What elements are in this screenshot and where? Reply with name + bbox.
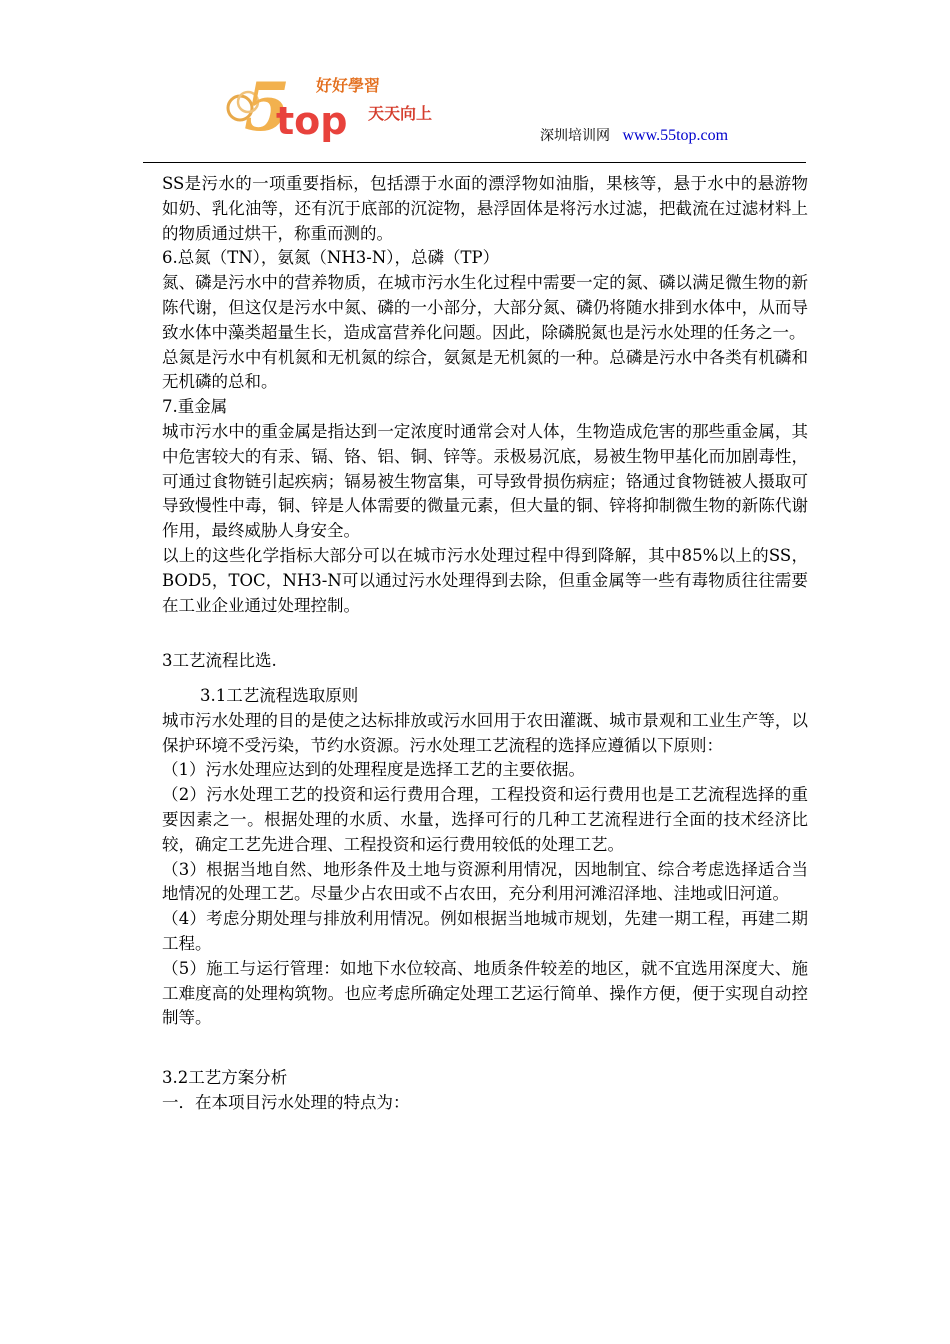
paragraph-ss: SS是污水的一项重要指标，包括漂于水面的漂浮物如油脂，果核等，悬于水中的悬游物如奶、乳化油等，还有沉于底部的沉淀物，悬浮固体是将污水过滤，把截流在过滤材料上的物质通过烘干，称重而测的。 [162,174,808,243]
site-name: 深圳培训网 [540,128,610,144]
logo-slogan-2: 天天向上 [368,104,433,123]
logo-word: top [276,99,348,143]
heading-3-1: 3.1工艺流程选取原则 [200,685,359,705]
site-logo [218,64,448,146]
principle-item-5: （5）施工与运行管理：如地下水位较高、地质条件较差的地区，就不宜选用深度大、施工难度高的处理构筑物。也应考虑所确定处理工艺运行简单、操作方便，便于实现自动控制等。 [162,958,808,1028]
logo-mark: 5 [244,68,290,146]
page-header [0,0,950,165]
header-divider [143,162,806,163]
heading-3: 3工艺流程比选. [162,651,277,671]
paragraph-nitrogen-phosphorus: 氮、磷是污水中的营养物质，在城市污水生化过程中需要一定的氮、磷以满足微生物的新陈代谢，但这仅是污水中氮、磷的一小部分，大部分氮、磷仍将随水排到水体中，从而导致水体中藻类超量生长，造成富营养化问题。因此，除磷脱氮也是污水处理的任务之一。 [162,273,808,342]
heading-3-2: 3.2工艺方案分析 [162,1067,288,1087]
logo-slogan-1: 好好學習 [316,76,381,95]
site-info [540,125,728,145]
heading-6: 6.总氮（TN），氨氮（NH3-N），总磷（TP） [162,248,500,268]
paragraph-total-nitrogen: 总氮是污水中有机氮和无机氮的综合，氨氮是无机氮的一种。总磷是污水中各类有机磷和无机磷的总和。 [162,347,808,392]
paragraph-indicators-summary: 以上的这些化学指标大部分可以在城市污水处理过程中得到降解，其中85%以上的SS，BOD5，TOC，NH3-N可以通过污水处理得到去除，但重金属等一些有毒物质往往需要在工业企业通过处理控制。 [162,545,808,615]
heading-7: 7.重金属 [162,397,228,417]
document-body [162,172,808,1115]
paragraph-features: 一．在本项目污水处理的特点为： [162,1092,410,1112]
spacer [162,1031,808,1056]
principle-item-2: （2）污水处理工艺的投资和运行费用合理，工程投资和运行费用也是工艺流程选择的重要因素之一。根据处理的水质、水量，选择可行的几种工艺流程进行全面的技术经济比较，确定工艺先进合理、工程投资和运行费用较低的处理工艺。 [162,785,808,854]
principle-item-1: （1）污水处理应达到的处理程度是选择工艺的主要依据。 [162,760,585,780]
spacer [162,618,808,643]
site-url-link[interactable]: www.55top.com [622,127,729,144]
paragraph-heavy-metals: 城市污水中的重金属是指达到一定浓度时通常会对人体，生物造成危害的那些重金属，其中危害较大的有汞、镉、铬、铝、铜、锌等。汞极易沉底，易被生物甲基化而加剧毒性，可通过食物链引起疾病；镉易被生物富集，可导致骨损伤病症；铬通过食物链被人摄取可导致慢性中毒，铜、锌是人体需要的微量元素，但大量的铜、锌将抑制微生物的新陈代谢作用，最终威胁人身安全。 [162,421,808,541]
paragraph-principles-intro: 城市污水处理的目的是使之达标排放或污水回用于农田灌溉、城市景观和工业生产等，以保护环境不受污染，节约水资源。污水处理工艺流程的选择应遵循以下原则： [162,710,808,755]
principle-item-3: （3）根据当地自然、地形条件及土地与资源利用情况，因地制宜、综合考虑选择适合当地情况的处理工艺。尽量少占农田或不占农田，充分利用河滩沼泽地、洼地或旧河道。 [162,859,808,904]
principle-item-4: （4）考虑分期处理与排放利用情况。例如根据当地城市规划，先建一期工程，再建二期工程。 [162,909,808,953]
